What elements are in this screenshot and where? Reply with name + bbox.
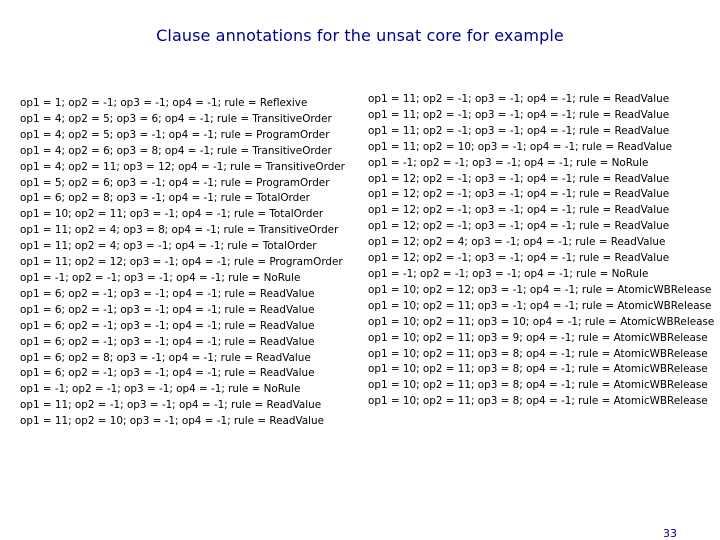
clause-annotation-line: op1 = 10; op2 = 11; op3 = -1; op4 = -1; rule = TotalOrder [20, 208, 324, 221]
clause-annotation-line: op1 = 11; op2 = -1; op3 = -1; op4 = -1; rule = ReadValue [20, 399, 322, 412]
clause-annotation-line: op1 = 10; op2 = 11; op3 = 8; op4 = -1; rule = AtomicWBRelease [368, 347, 708, 360]
clause-annotation-line: op1 = 6; op2 = -1; op3 = -1; op4 = -1; rule = ReadValue [20, 367, 315, 380]
clause-annotation-line: op1 = -1; op2 = -1; op3 = -1; op4 = -1; rule = NoRule [368, 156, 649, 169]
clause-annotation-line: op1 = 6; op2 = -1; op3 = -1; op4 = -1; rule = ReadValue [20, 287, 315, 300]
clause-annotation-line: op1 = 4; op2 = 5; op3 = -1; op4 = -1; rule = ProgramOrder [20, 128, 330, 141]
clause-annotation-line: op1 = 11; op2 = 4; op3 = 8; op4 = -1; rule = TransitiveOrder [20, 224, 339, 237]
clause-annotation-line: op1 = 10; op2 = 11; op3 = 8; op4 = -1; rule = AtomicWBRelease [368, 379, 708, 392]
clause-annotation-line: op1 = 5; op2 = 6; op3 = -1; op4 = -1; rule = ProgramOrder [20, 176, 330, 189]
clause-annotation-line: op1 = 12; op2 = -1; op3 = -1; op4 = -1; rule = ReadValue [368, 172, 670, 185]
clause-annotation-line: op1 = 6; op2 = -1; op3 = -1; op4 = -1; rule = ReadValue [20, 335, 315, 348]
clause-annotation-line: op1 = 12; op2 = -1; op3 = -1; op4 = -1; rule = ReadValue [368, 188, 670, 201]
clause-annotation-line: op1 = 12; op2 = -1; op3 = -1; op4 = -1; rule = ReadValue [368, 252, 670, 265]
clause-annotation-line: op1 = 11; op2 = 12; op3 = -1; op4 = -1; rule = ProgramOrder [20, 256, 343, 269]
clause-annotation-line: op1 = -1; op2 = -1; op3 = -1; op4 = -1; rule = NoRule [20, 271, 301, 284]
clause-list-right [368, 92, 714, 410]
clause-annotation-line: op1 = 11; op2 = 4; op3 = -1; op4 = -1; rule = TotalOrder [20, 240, 317, 253]
clause-annotation-line: op1 = -1; op2 = -1; op3 = -1; op4 = -1; rule = NoRule [20, 383, 301, 396]
clause-annotation-line: op1 = 11; op2 = -1; op3 = -1; op4 = -1; rule = ReadValue [368, 93, 670, 105]
clause-annotation-line: op1 = 4; op2 = 11; op3 = 12; op4 = -1; rule = TransitiveOrder [20, 160, 345, 173]
clause-annotation-line: op1 = 10; op2 = 11; op3 = 8; op4 = -1; rule = AtomicWBRelease [368, 363, 708, 376]
clause-annotation-line: op1 = 6; op2 = -1; op3 = -1; op4 = -1; rule = ReadValue [20, 319, 315, 332]
clause-annotation-line: op1 = 1; op2 = -1; op3 = -1; op4 = -1; rule = Reflexive [20, 97, 308, 109]
clause-annotation-line: op1 = 12; op2 = -1; op3 = -1; op4 = -1; rule = ReadValue [368, 220, 670, 233]
slide-title: Clause annotations for the unsat core for example [156, 26, 564, 45]
clause-annotation-line: op1 = 6; op2 = 8; op3 = -1; op4 = -1; rule = ReadValue [20, 351, 311, 364]
clause-annotation-line: op1 = 10; op2 = 12; op3 = -1; op4 = -1; rule = AtomicWBRelease [368, 283, 712, 296]
clause-annotation-line: op1 = 11; op2 = 10; op3 = -1; op4 = -1; rule = ReadValue [20, 415, 324, 428]
clause-annotation-line: op1 = 10; op2 = 11; op3 = -1; op4 = -1; rule = AtomicWBRelease [368, 299, 712, 312]
clause-annotation-line: op1 = 4; op2 = 6; op3 = 8; op4 = -1; rule = TransitiveOrder [20, 144, 332, 157]
clause-annotation-line: op1 = 4; op2 = 5; op3 = 6; op4 = -1; rule = TransitiveOrder [20, 112, 332, 125]
clause-annotation-line: op1 = 12; op2 = -1; op3 = -1; op4 = -1; rule = ReadValue [368, 204, 670, 217]
clause-annotation-line: op1 = 10; op2 = 11; op3 = 9; op4 = -1; rule = AtomicWBRelease [368, 331, 708, 344]
page-number: 33 [663, 527, 677, 540]
clause-annotation-line: op1 = 11; op2 = 10; op3 = -1; op4 = -1; rule = ReadValue [368, 140, 672, 153]
clause-list-left [20, 96, 345, 430]
clause-annotation-line: op1 = 6; op2 = 8; op3 = -1; op4 = -1; rule = TotalOrder [20, 192, 310, 205]
clause-annotation-line: op1 = 12; op2 = 4; op3 = -1; op4 = -1; rule = ReadValue [368, 236, 666, 249]
clause-annotation-line: op1 = 11; op2 = -1; op3 = -1; op4 = -1; rule = ReadValue [368, 108, 670, 121]
clause-annotation-line: op1 = 10; op2 = 11; op3 = 8; op4 = -1; rule = AtomicWBRelease [368, 395, 708, 408]
clause-annotation-line: op1 = 10; op2 = 11; op3 = 10; op4 = -1; rule = AtomicWBRelease [368, 315, 715, 328]
clause-annotation-line: op1 = -1; op2 = -1; op3 = -1; op4 = -1; rule = NoRule [368, 267, 649, 280]
clause-annotation-line: op1 = 6; op2 = -1; op3 = -1; op4 = -1; rule = ReadValue [20, 303, 315, 316]
clause-annotation-line: op1 = 11; op2 = -1; op3 = -1; op4 = -1; rule = ReadValue [368, 124, 670, 137]
